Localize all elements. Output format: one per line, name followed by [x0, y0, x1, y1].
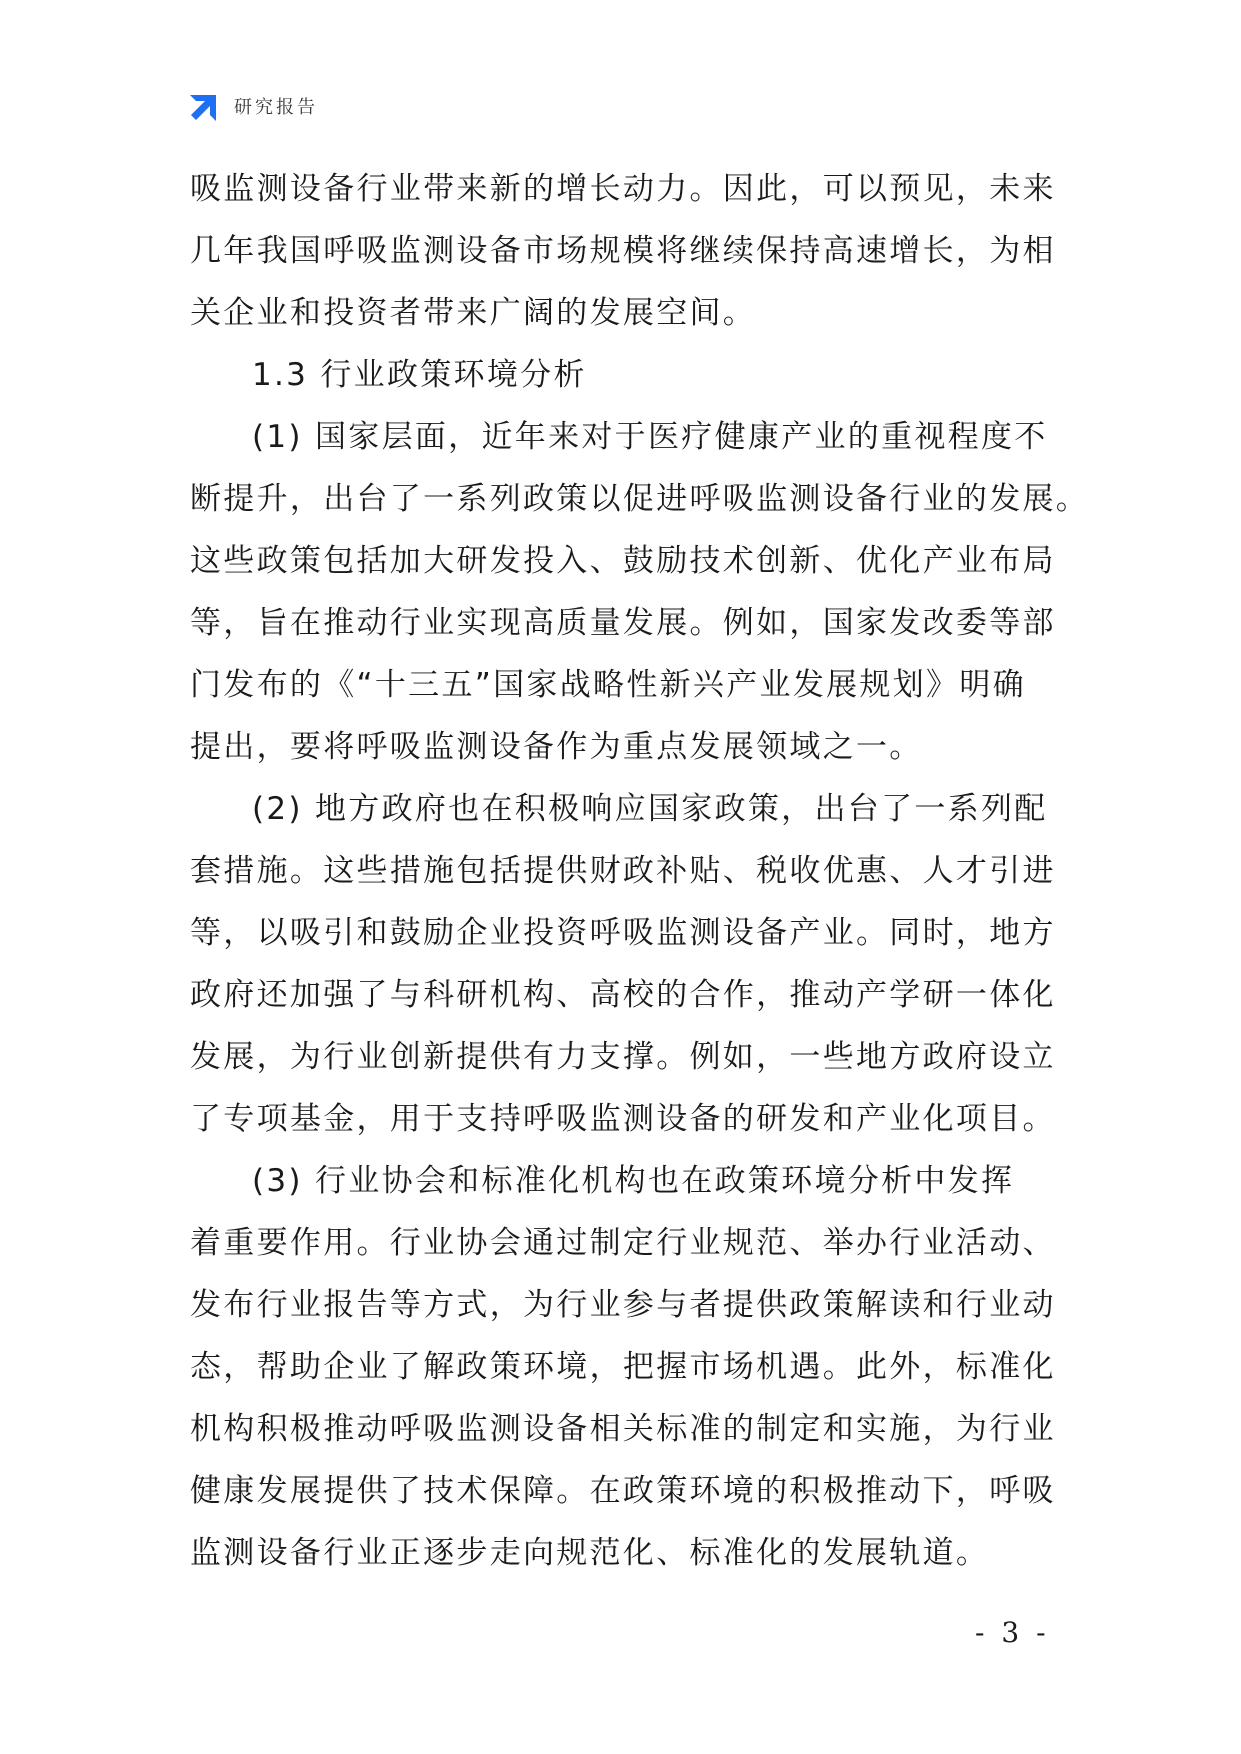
body-text-line: 政府还加强了与科研机构、高校的合作，推动产学研一体化 — [190, 977, 1056, 1013]
body-text-line: 这些政策包括加大研发投入、鼓励技术创新、优化产业布局 — [190, 543, 1056, 579]
paragraph-start-line: (1) 国家层面，近年来对于医疗健康产业的重视程度不 — [252, 419, 1048, 455]
arrow-up-right-icon — [188, 89, 222, 123]
body-text-line: 提出，要将呼吸监测设备作为重点发展领域之一。 — [190, 729, 923, 765]
body-text-line: 发展，为行业创新提供有力支撑。例如，一些地方政府设立 — [190, 1039, 1056, 1075]
paragraph-start-line: (3) 行业协会和标准化机构也在政策环境分析中发挥 — [252, 1163, 1015, 1199]
document-body — [190, 158, 1090, 1584]
body-text-line: 着重要作用。行业协会通过制定行业规范、举办行业活动、 — [190, 1225, 1056, 1261]
page-header — [188, 88, 318, 124]
body-text-line: 断提升，出台了一系列政策以促进呼吸监测设备行业的发展。 — [190, 481, 1090, 517]
section-heading: 1.3 行业政策环境分析 — [252, 357, 587, 393]
body-text-line: 了专项基金，用于支持呼吸监测设备的研发和产业化项目。 — [190, 1101, 1056, 1137]
body-text-line: 关企业和投资者带来广阔的发展空间。 — [190, 295, 757, 331]
body-text-line: 机构积极推动呼吸监测设备相关标准的制定和实施，为行业 — [190, 1411, 1056, 1447]
body-text-line: 发布行业报告等方式，为行业参与者提供政策解读和行业动 — [190, 1287, 1056, 1323]
page-number: - 3 - — [975, 1616, 1050, 1649]
body-text-line: 套措施。这些措施包括提供财政补贴、税收优惠、人才引进 — [190, 853, 1056, 889]
body-text-line: 吸监测设备行业带来新的增长动力。因此，可以预见，未来 — [190, 171, 1056, 207]
body-text-line: 监测设备行业正逐步走向规范化、标准化的发展轨道。 — [190, 1535, 990, 1571]
body-text-line: 等，旨在推动行业实现高质量发展。例如，国家发改委等部 — [190, 605, 1056, 641]
body-text-line: 健康发展提供了技术保障。在政策环境的积极推动下，呼吸 — [190, 1473, 1056, 1509]
body-text-line: 几年我国呼吸监测设备市场规模将继续保持高速增长，为相 — [190, 233, 1056, 269]
body-text-line: 等，以吸引和鼓励企业投资呼吸监测设备产业。同时，地方 — [190, 915, 1056, 951]
header-title: 研究报告 — [234, 97, 318, 118]
body-text-line: 门发布的《“十三五”国家战略性新兴产业发展规划》明确 — [190, 667, 1026, 703]
body-text-line: 态，帮助企业了解政策环境，把握市场机遇。此外，标准化 — [190, 1349, 1056, 1385]
paragraph-start-line: (2) 地方政府也在积极响应国家政策，出台了一系列配 — [252, 791, 1048, 827]
